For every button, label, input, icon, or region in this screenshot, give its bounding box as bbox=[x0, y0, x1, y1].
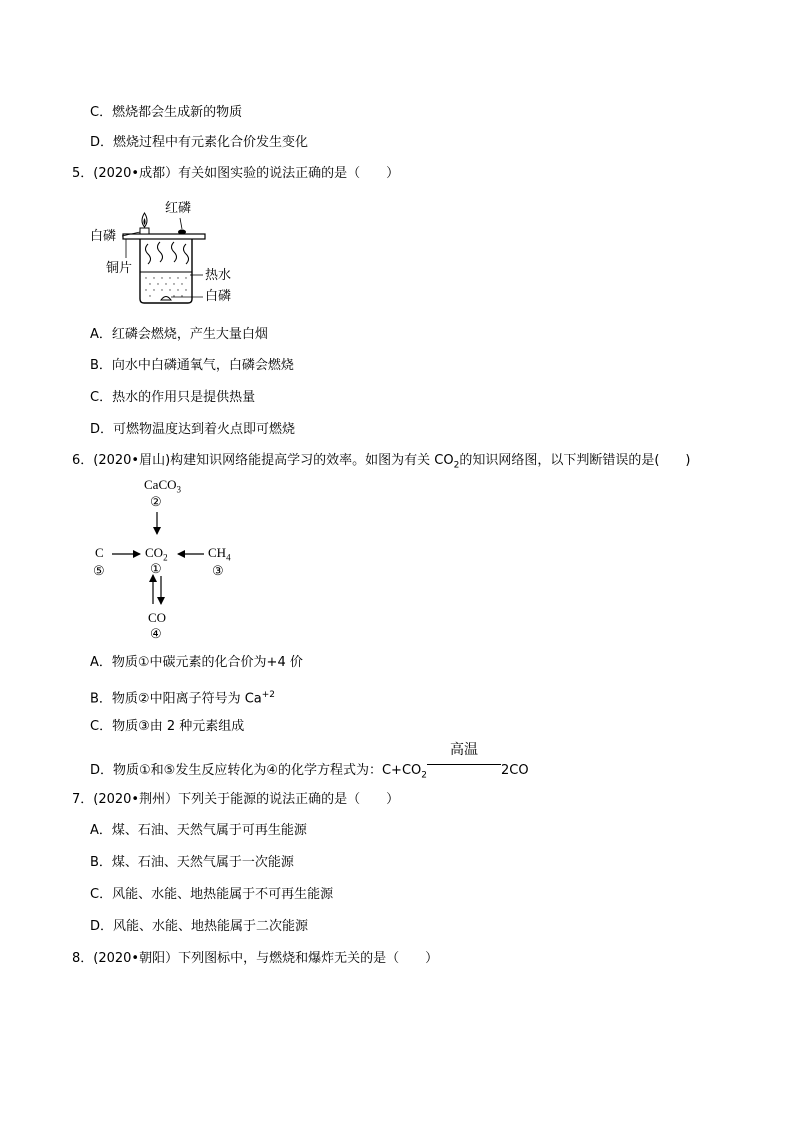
label-white-phosphorus-water: 白磷 bbox=[205, 289, 232, 304]
node-caco3: CaCO$_3$ bbox=[144, 477, 181, 495]
q6-option-b: B．物质②中阳离子符号为 $Ca^{+2}$ bbox=[90, 690, 276, 707]
node-caco3-number: ② bbox=[150, 494, 162, 509]
q6-option-c: C．物质③由 2 种元素组成 bbox=[90, 719, 245, 734]
label-white-phosphorus-plate: 白磷 bbox=[90, 229, 117, 244]
q6-stem-post: 的知识网络图，以下判断错误的是( ) bbox=[459, 453, 691, 468]
node-co-number: ④ bbox=[150, 626, 162, 641]
q6-stem-sub: 2 bbox=[453, 460, 460, 471]
node-co2-number: ① bbox=[150, 561, 162, 576]
q5-option-b: B．向水中白磷通氧气，白磷会燃烧 bbox=[90, 358, 294, 373]
q7-stem: 7．(2020•荆州）下列关于能源的说法正确的是（ ） bbox=[72, 792, 400, 807]
q6-option-d: D．物质①和⑤发生反应转化为④的化学方程式为：$C+CO_2$ 高温 2CO bbox=[90, 742, 529, 781]
q5-option-c: C．热水的作用只是提供热量 bbox=[90, 390, 256, 405]
q7-option-d: D．风能、水能、地热能属于二次能源 bbox=[90, 919, 309, 934]
label-hot-water: 热水 bbox=[205, 268, 232, 283]
q7-option-b: B．煤、石油、天然气属于一次能源 bbox=[90, 855, 294, 870]
q4-option-d: D．燃烧过程中有元素化合价发生变化 bbox=[90, 135, 309, 150]
q7-option-a: A．煤、石油、天然气属于可再生能源 bbox=[90, 823, 307, 838]
q4-option-c: C．燃烧都会生成新的物质 bbox=[90, 105, 243, 120]
node-ch4: $CH_4$ bbox=[208, 545, 231, 563]
node-co: CO bbox=[148, 610, 167, 625]
node-c-number: ⑤ bbox=[93, 563, 105, 578]
label-copper-plate: 铜片 bbox=[106, 261, 133, 276]
q8-stem: 8．(2020•朝阳）下列图标中，与燃烧和爆炸无关的是（ ） bbox=[72, 951, 439, 966]
q5-option-a: A．红磷会燃烧，产生大量白烟 bbox=[90, 327, 268, 342]
q6-stem bbox=[72, 452, 691, 475]
q5-option-d: D．可燃物温度达到着火点即可燃烧 bbox=[90, 422, 296, 437]
reaction-condition: 高温 bbox=[450, 742, 478, 758]
q6-option-a: A．物质①中碳元素的化合价为+4 价 bbox=[90, 655, 303, 670]
q5-experiment-figure bbox=[90, 196, 250, 308]
label-red-phosphorus: 红磷 bbox=[165, 201, 192, 216]
node-ch4-number: ③ bbox=[212, 563, 224, 578]
q7-option-c: C．风能、水能、地热能属于不可再生能源 bbox=[90, 887, 334, 902]
node-co2: $CO_2$ bbox=[145, 545, 168, 563]
q6-co2-network-figure bbox=[88, 476, 248, 646]
node-c: C bbox=[95, 545, 104, 560]
q5-stem: 5．(2020•成都）有关如图实验的说法正确的是（ ） bbox=[72, 166, 400, 181]
reaction-condition-arrow bbox=[427, 742, 501, 774]
q6-stem-pre: 6．(2020•眉山)构建知识网络能提高学习的效率。如图为有关 CO bbox=[72, 453, 454, 468]
